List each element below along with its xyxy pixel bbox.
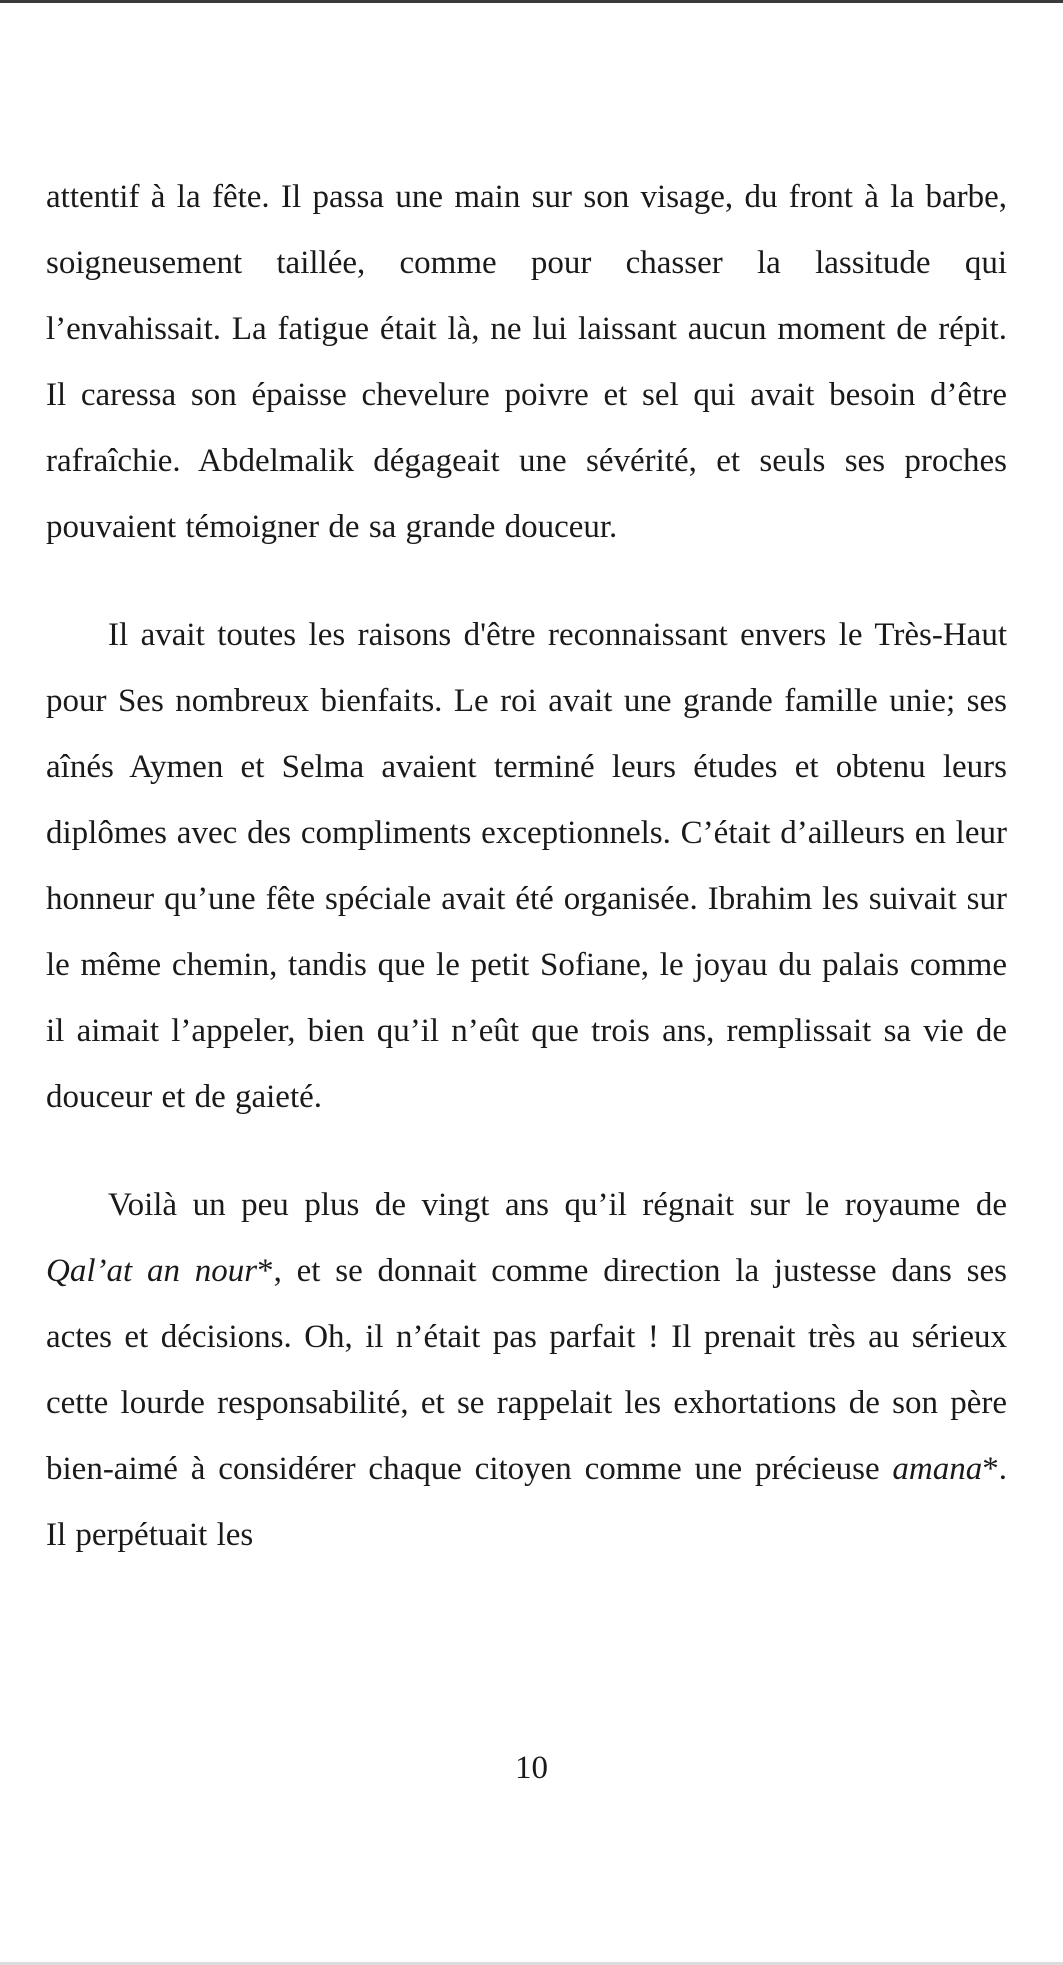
paragraph-3 <box>46 1172 1007 1568</box>
paragraph-3-text-part-3: *. Il perpétuait les <box>46 1451 1007 1553</box>
page-body <box>46 164 1007 1568</box>
amana-italic: amana <box>892 1451 983 1487</box>
paragraph-2 <box>46 602 1007 1130</box>
page-number: 10 <box>515 1750 548 1786</box>
kingdom-name-italic: Qal’at an nour <box>46 1253 258 1289</box>
paragraph-1-text: attentif à la fête. Il passa une main sur son visage, du front à la barbe, soigneusement taillée, comme pour chasser la lassitude qui l’envahissait. La fatigue était là, ne lui laissant aucun moment de répit. Il caressa son épaisse chevelure poivre et sel qui avait besoin d’être rafraîchie. Abdelmalik dégageait une sévérité, et seuls ses proches pouvaient témoigner de sa grande douceur. <box>46 179 1007 545</box>
paragraph-3-text-part-1: Voilà un peu plus de vingt ans qu’il régnait sur le royaume de <box>108 1187 1007 1223</box>
paragraph-3-text-part-2: *, et se donnait comme direction la justesse dans ses actes et décisions. Oh, il n’était pas parfait ! Il prenait très au sérieux cette lourde responsabilité, et se rappelait les exhortations de son père bien-aimé à considérer chaque citoyen comme une précieuse <box>46 1253 1007 1487</box>
top-edge-rule <box>0 0 1063 3</box>
paragraph-1 <box>46 164 1007 560</box>
paragraph-2-text: Il avait toutes les raisons d'être reconnaissant envers le Très-Haut pour Ses nombreux bienfaits. Le roi avait une grande famille unie; ses aînés Aymen et Selma avaient terminé leurs études et obtenu leurs diplômes avec des compliments exceptionnels. C’était d’ailleurs en leur honneur qu’une fête spéciale avait été organisée. Ibrahim les suivait sur le même chemin, tandis que le petit Sofiane, le joyau du palais comme il aimait l’appeler, bien qu’il n’eût que trois ans, remplissait sa vie de douceur et de gaieté. <box>46 617 1007 1115</box>
